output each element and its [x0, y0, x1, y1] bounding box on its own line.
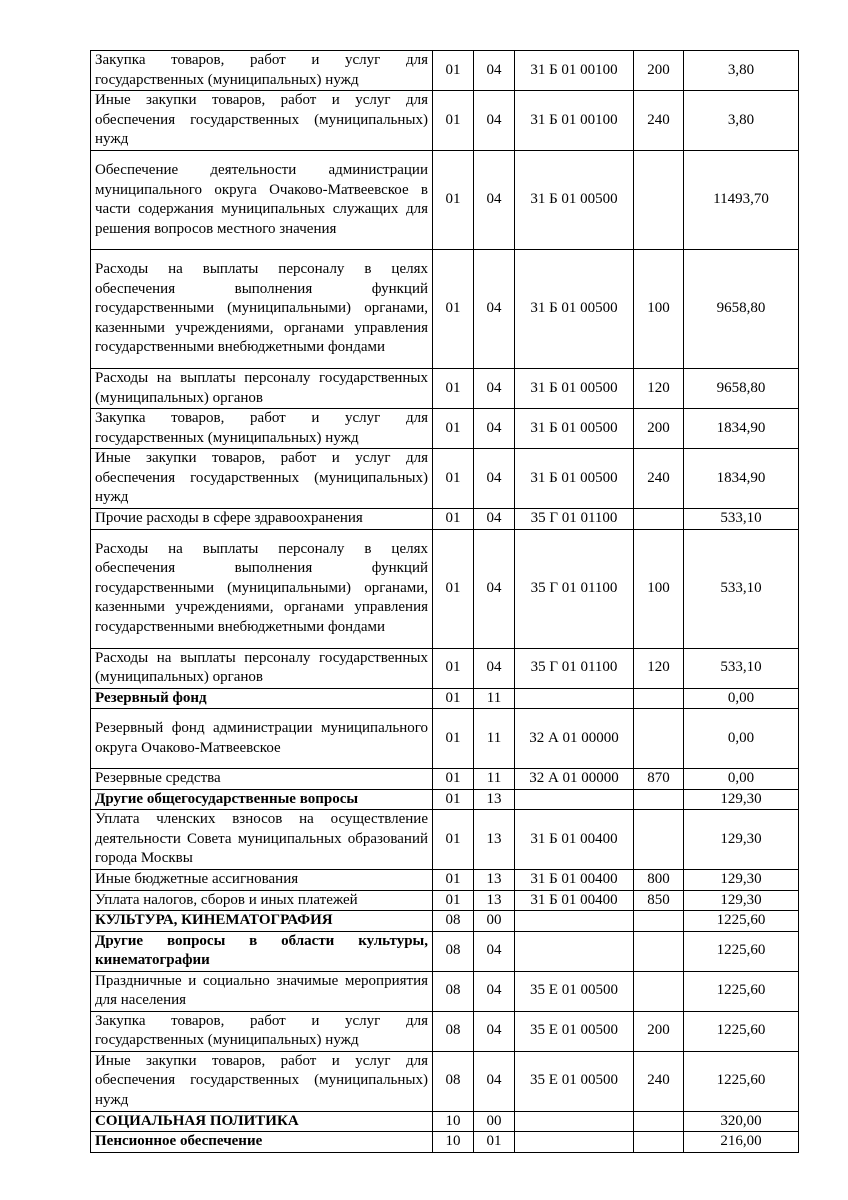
target-article-cell: 35 Г 01 01100	[515, 509, 634, 530]
expense-name-cell: Другие вопросы в области культуры, кинематографии	[91, 931, 433, 971]
subsection-code-cell: 04	[474, 971, 515, 1011]
target-article-cell: 35 Г 01 01100	[515, 529, 634, 648]
section-code-cell: 08	[433, 931, 474, 971]
section-code-cell: 01	[433, 51, 474, 91]
amount-cell: 3,80	[684, 91, 799, 151]
amount-cell: 129,30	[684, 870, 799, 891]
subsection-code-cell: 04	[474, 449, 515, 509]
subsection-code-cell: 01	[474, 1132, 515, 1153]
expense-name-cell: Резервный фонд администрации муниципального округа Очаково-Матвеевское	[91, 709, 433, 769]
subsection-code-cell: 04	[474, 931, 515, 971]
section-code-cell: 01	[433, 709, 474, 769]
target-article-cell: 31 Б 01 00500	[515, 369, 634, 409]
expense-name-cell: Резервные средства	[91, 769, 433, 790]
table-row	[91, 250, 799, 369]
expense-name-cell: Иные закупки товаров, работ и услуг для обеспечения государственных (муниципальных) нужд	[91, 91, 433, 151]
expense-type-cell	[634, 789, 684, 810]
section-code-cell: 08	[433, 971, 474, 1011]
section-code-cell: 01	[433, 688, 474, 709]
subsection-code-cell: 11	[474, 709, 515, 769]
table-row	[91, 769, 799, 790]
section-code-cell: 10	[433, 1132, 474, 1153]
expense-type-cell: 240	[634, 449, 684, 509]
section-code-cell: 08	[433, 911, 474, 932]
expense-name-cell: Уплата налогов, сборов и иных платежей	[91, 890, 433, 911]
target-article-cell: 31 Б 01 00400	[515, 810, 634, 870]
target-article-cell: 35 Е 01 00500	[515, 971, 634, 1011]
table-row	[91, 870, 799, 891]
expense-type-cell	[634, 509, 684, 530]
subsection-code-cell: 04	[474, 509, 515, 530]
expense-type-cell: 120	[634, 369, 684, 409]
amount-cell: 533,10	[684, 509, 799, 530]
target-article-cell: 35 Е 01 00500	[515, 1051, 634, 1111]
target-article-cell: 31 Б 01 00500	[515, 409, 634, 449]
section-code-cell: 01	[433, 509, 474, 530]
subsection-code-cell: 00	[474, 1111, 515, 1132]
amount-cell: 1225,60	[684, 911, 799, 932]
expense-name-cell: Праздничные и социально значимые мероприятия для населения	[91, 971, 433, 1011]
table-row	[91, 529, 799, 648]
amount-cell: 1225,60	[684, 1051, 799, 1111]
expense-type-cell	[634, 911, 684, 932]
section-code-cell: 01	[433, 769, 474, 790]
target-article-cell: 31 Б 01 00500	[515, 151, 634, 250]
subsection-code-cell: 13	[474, 890, 515, 911]
expense-name-cell: Другие общегосударственные вопросы	[91, 789, 433, 810]
expense-type-cell: 120	[634, 648, 684, 688]
expense-type-cell	[634, 1111, 684, 1132]
expense-name-cell: Расходы на выплаты персоналу государственных (муниципальных) органов	[91, 648, 433, 688]
target-article-cell	[515, 1111, 634, 1132]
expense-type-cell: 100	[634, 250, 684, 369]
section-code-cell: 01	[433, 529, 474, 648]
section-code-cell: 01	[433, 91, 474, 151]
expense-type-cell	[634, 709, 684, 769]
subsection-code-cell: 13	[474, 789, 515, 810]
target-article-cell: 32 А 01 00000	[515, 709, 634, 769]
subsection-code-cell: 04	[474, 1011, 515, 1051]
section-code-cell: 01	[433, 789, 474, 810]
target-article-cell	[515, 1132, 634, 1153]
subsection-code-cell: 11	[474, 769, 515, 790]
target-article-cell: 31 Б 01 00100	[515, 91, 634, 151]
amount-cell: 129,30	[684, 810, 799, 870]
expense-type-cell	[634, 971, 684, 1011]
amount-cell: 0,00	[684, 769, 799, 790]
expense-type-cell: 850	[634, 890, 684, 911]
table-row	[91, 1051, 799, 1111]
amount-cell: 0,00	[684, 688, 799, 709]
section-code-cell: 01	[433, 449, 474, 509]
amount-cell: 320,00	[684, 1111, 799, 1132]
target-article-cell	[515, 931, 634, 971]
table-row	[91, 509, 799, 530]
amount-cell: 533,10	[684, 648, 799, 688]
subsection-code-cell: 04	[474, 51, 515, 91]
section-code-cell: 08	[433, 1011, 474, 1051]
table-row	[91, 810, 799, 870]
target-article-cell: 31 Б 01 00100	[515, 51, 634, 91]
target-article-cell	[515, 911, 634, 932]
expense-name-cell: СОЦИАЛЬНАЯ ПОЛИТИКА	[91, 1111, 433, 1132]
subsection-code-cell: 04	[474, 369, 515, 409]
amount-cell: 11493,70	[684, 151, 799, 250]
expense-name-cell: Обеспечение деятельности администрации муниципального округа Очаково-Матвеевское в части содержания муниципальных служащих для решения вопросов местного значения	[91, 151, 433, 250]
subsection-code-cell: 04	[474, 151, 515, 250]
section-code-cell: 01	[433, 648, 474, 688]
expense-name-cell: Расходы на выплаты персоналу государственных (муниципальных) органов	[91, 369, 433, 409]
subsection-code-cell: 13	[474, 870, 515, 891]
table-row	[91, 931, 799, 971]
expense-name-cell: Уплата членских взносов на осуществление деятельности Совета муниципальных образований города Москвы	[91, 810, 433, 870]
document-page	[90, 50, 798, 1153]
amount-cell: 9658,80	[684, 369, 799, 409]
expense-type-cell	[634, 810, 684, 870]
section-code-cell: 01	[433, 369, 474, 409]
section-code-cell: 01	[433, 250, 474, 369]
amount-cell: 216,00	[684, 1132, 799, 1153]
target-article-cell	[515, 688, 634, 709]
target-article-cell: 35 Г 01 01100	[515, 648, 634, 688]
expense-name-cell: Иные бюджетные ассигнования	[91, 870, 433, 891]
expense-type-cell: 240	[634, 1051, 684, 1111]
budget-table	[90, 50, 799, 1153]
table-row	[91, 709, 799, 769]
table-row	[91, 971, 799, 1011]
table-row	[91, 91, 799, 151]
section-code-cell: 01	[433, 810, 474, 870]
expense-name-cell: Расходы на выплаты персоналу в целях обеспечения выполнения функций государственными (муниципальными) органами, казенными учреждениями, органами управления государственными внебюджетными фондами	[91, 529, 433, 648]
subsection-code-cell: 04	[474, 91, 515, 151]
expense-type-cell	[634, 1132, 684, 1153]
section-code-cell: 08	[433, 1051, 474, 1111]
subsection-code-cell: 04	[474, 409, 515, 449]
expense-name-cell: Расходы на выплаты персоналу в целях обеспечения выполнения функций государственными (муниципальными) органами, казенными учреждениями, органами управления государственными внебюджетными фондами	[91, 250, 433, 369]
subsection-code-cell: 11	[474, 688, 515, 709]
expense-name-cell: Резервный фонд	[91, 688, 433, 709]
expense-type-cell: 240	[634, 91, 684, 151]
amount-cell: 3,80	[684, 51, 799, 91]
amount-cell: 129,30	[684, 890, 799, 911]
expense-type-cell: 100	[634, 529, 684, 648]
amount-cell: 1225,60	[684, 971, 799, 1011]
subsection-code-cell: 00	[474, 911, 515, 932]
table-row	[91, 151, 799, 250]
expense-name-cell: Закупка товаров, работ и услуг для государственных (муниципальных) нужд	[91, 51, 433, 91]
amount-cell: 129,30	[684, 789, 799, 810]
table-row	[91, 369, 799, 409]
expense-type-cell: 800	[634, 870, 684, 891]
target-article-cell: 31 Б 01 00400	[515, 870, 634, 891]
expense-type-cell: 870	[634, 769, 684, 790]
table-row	[91, 911, 799, 932]
target-article-cell: 32 А 01 00000	[515, 769, 634, 790]
expense-name-cell: Пенсионное обеспечение	[91, 1132, 433, 1153]
subsection-code-cell: 04	[474, 250, 515, 369]
amount-cell: 1834,90	[684, 449, 799, 509]
expense-name-cell: Прочие расходы в сфере здравоохранения	[91, 509, 433, 530]
expense-name-cell: КУЛЬТУРА, КИНЕМАТОГРАФИЯ	[91, 911, 433, 932]
section-code-cell: 01	[433, 409, 474, 449]
table-row	[91, 648, 799, 688]
target-article-cell: 35 Е 01 00500	[515, 1011, 634, 1051]
expense-type-cell: 200	[634, 51, 684, 91]
expense-type-cell	[634, 931, 684, 971]
expense-name-cell: Закупка товаров, работ и услуг для государственных (муниципальных) нужд	[91, 1011, 433, 1051]
table-row	[91, 789, 799, 810]
expense-name-cell: Закупка товаров, работ и услуг для государственных (муниципальных) нужд	[91, 409, 433, 449]
expense-type-cell	[634, 688, 684, 709]
expense-name-cell: Иные закупки товаров, работ и услуг для обеспечения государственных (муниципальных) нужд	[91, 449, 433, 509]
target-article-cell: 31 Б 01 00500	[515, 449, 634, 509]
table-row	[91, 1111, 799, 1132]
subsection-code-cell: 04	[474, 1051, 515, 1111]
section-code-cell: 01	[433, 870, 474, 891]
table-row	[91, 890, 799, 911]
amount-cell: 1225,60	[684, 1011, 799, 1051]
amount-cell: 1834,90	[684, 409, 799, 449]
amount-cell: 9658,80	[684, 250, 799, 369]
table-row	[91, 51, 799, 91]
budget-table-body	[91, 51, 799, 1153]
target-article-cell: 31 Б 01 00400	[515, 890, 634, 911]
amount-cell: 533,10	[684, 529, 799, 648]
section-code-cell: 10	[433, 1111, 474, 1132]
section-code-cell: 01	[433, 151, 474, 250]
table-row	[91, 688, 799, 709]
table-row	[91, 449, 799, 509]
expense-name-cell: Иные закупки товаров, работ и услуг для обеспечения государственных (муниципальных) нужд	[91, 1051, 433, 1111]
table-row	[91, 1011, 799, 1051]
amount-cell: 0,00	[684, 709, 799, 769]
table-row	[91, 1132, 799, 1153]
expense-type-cell	[634, 151, 684, 250]
target-article-cell: 31 Б 01 00500	[515, 250, 634, 369]
expense-type-cell: 200	[634, 1011, 684, 1051]
expense-type-cell: 200	[634, 409, 684, 449]
subsection-code-cell: 04	[474, 648, 515, 688]
subsection-code-cell: 13	[474, 810, 515, 870]
table-row	[91, 409, 799, 449]
subsection-code-cell: 04	[474, 529, 515, 648]
amount-cell: 1225,60	[684, 931, 799, 971]
target-article-cell	[515, 789, 634, 810]
section-code-cell: 01	[433, 890, 474, 911]
